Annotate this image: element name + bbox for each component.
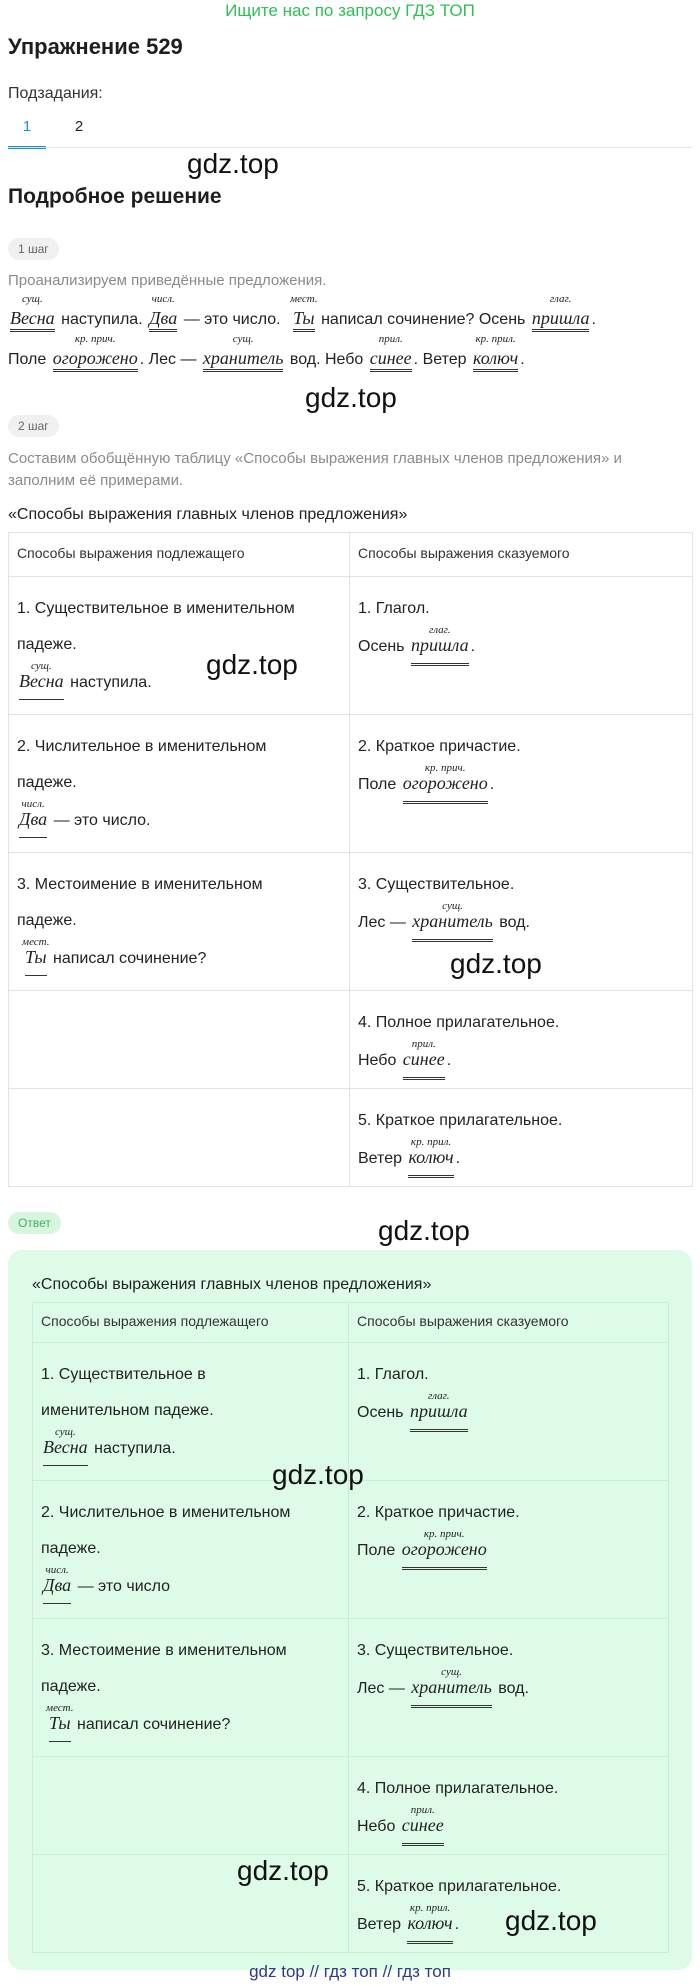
tab-subtask-2[interactable]: 2: [74, 118, 84, 135]
subject-cell: [9, 715, 350, 853]
table-row: [9, 991, 693, 1089]
col-header-predicate: Способы выражения сказуемого: [349, 1303, 669, 1343]
table-row: [33, 1619, 669, 1757]
text: Ветер: [357, 1916, 401, 1933]
text: — это число: [77, 1578, 171, 1595]
watermark: gdz.top: [305, 382, 397, 413]
text: наступила.: [61, 311, 143, 328]
text: написал сочинение?: [53, 950, 207, 967]
cell-text: 1. Глагол.: [358, 600, 430, 617]
text: . Ветер: [413, 351, 467, 368]
example-word: [43, 1426, 88, 1466]
label: кр. прил.: [410, 1136, 452, 1148]
word: огорожено: [401, 1539, 487, 1559]
text: наступила.: [94, 1440, 176, 1457]
subject-cell-empty: [33, 1757, 349, 1855]
word: хранитель: [412, 911, 493, 931]
word: Весна: [10, 308, 55, 328]
text: . Лес —: [139, 351, 197, 368]
tab-subtask-1[interactable]: 1: [8, 112, 46, 149]
label: прил.: [378, 333, 403, 345]
word-ty: [290, 293, 318, 332]
cell-text: 3. Местоимение в именительном: [17, 876, 263, 893]
example-word: [407, 1902, 453, 1944]
table-row: [33, 1855, 669, 1953]
word: Два: [19, 809, 48, 829]
page-title: Упражнение 529: [8, 34, 183, 59]
label: сущ.: [441, 1666, 462, 1678]
example: [358, 900, 684, 942]
cell-text: 5. Краткое прилагательное.: [358, 1112, 563, 1129]
example-word: [19, 798, 48, 838]
cell-text: 3. Существительное.: [358, 876, 515, 893]
text: написал сочинение? Осень: [321, 311, 526, 328]
watermark: gdz.top: [505, 1905, 597, 1936]
example: [17, 798, 341, 839]
word: синее: [369, 348, 412, 368]
predicate-cell: [350, 1089, 693, 1187]
text: Осень: [358, 638, 405, 655]
text: вод.: [499, 914, 530, 931]
text: — это число.: [183, 311, 281, 328]
label: глаг.: [549, 293, 572, 305]
example-word: [401, 1804, 444, 1846]
step-1-badge: 1 шаг: [8, 238, 59, 260]
table-row: [9, 577, 693, 715]
watermark: gdz.top: [272, 1459, 364, 1490]
tabs-divider: [8, 147, 692, 148]
word-khranitel: [202, 333, 284, 372]
example: [358, 1038, 684, 1080]
example: [357, 1804, 660, 1846]
example-word: [43, 1564, 72, 1604]
label: сущ.: [232, 333, 254, 345]
answer-table-title: «Способы выражения главных членов предложения»: [32, 1276, 432, 1293]
word: пришла: [531, 308, 590, 328]
word: Ты: [49, 1713, 71, 1733]
word: хранитель: [411, 1677, 492, 1697]
cell-text: 4. Полное прилагательное.: [357, 1780, 559, 1797]
example: [41, 1702, 340, 1743]
subject-cell-empty: [9, 1089, 350, 1187]
example: [357, 1666, 660, 1708]
table-row: [9, 853, 693, 991]
text: вод. Небо: [289, 351, 364, 368]
step-2-intro-line2: заполним её примерами.: [8, 472, 184, 489]
word: Весна: [43, 1437, 88, 1457]
cell-text: падеже.: [41, 1678, 101, 1695]
predicate-cell: [349, 1855, 669, 1953]
step-2-intro-line1: Составим обобщённую таблицу «Способы выражения главных членов предложения» и: [8, 450, 622, 467]
label: числ.: [151, 293, 175, 305]
word: Ты: [25, 947, 47, 967]
label: кр. прил.: [475, 333, 516, 345]
label: сущ.: [21, 293, 43, 305]
example: [358, 762, 684, 804]
word: пришла: [410, 635, 469, 655]
word: колюч: [408, 1147, 454, 1167]
subject-cell: [9, 577, 350, 715]
label: кр. прич.: [74, 333, 116, 345]
example-word: [410, 624, 469, 666]
text: .: [489, 776, 495, 793]
word-kolyuch: [473, 333, 519, 372]
word-vesna: [10, 293, 55, 332]
word: Весна: [19, 671, 64, 691]
label: числ.: [21, 798, 45, 810]
label: числ.: [45, 1564, 69, 1576]
col-header-predicate: Способы выражения сказуемого: [350, 533, 693, 577]
step-1-intro: Проанализируем приведённые предложения.: [8, 272, 327, 289]
label: кр. прич.: [424, 762, 466, 774]
word: огорожено: [52, 348, 138, 368]
word: огорожено: [402, 773, 488, 793]
text: — это число.: [53, 812, 151, 829]
cell-text: 4. Полное прилагательное.: [358, 1014, 560, 1031]
table-row: [9, 715, 693, 853]
example-word: [402, 762, 488, 804]
promo-text[interactable]: Ищите нас по запросу ГДЗ ТОП: [225, 1, 475, 20]
cell-text: 2. Краткое причастие.: [358, 738, 521, 755]
label: мест.: [22, 936, 50, 948]
text: .: [454, 1916, 460, 1933]
example-word: [19, 660, 64, 700]
word-prishla: [531, 293, 590, 332]
text: вод.: [498, 1680, 529, 1697]
example-word: [409, 1390, 468, 1432]
cell-text: 1. Глагол.: [357, 1366, 429, 1383]
cell-text: падеже.: [17, 774, 77, 791]
label: глаг.: [429, 624, 451, 636]
predicate-cell: [349, 1481, 669, 1619]
predicate-cell: [350, 577, 693, 715]
subject-cell: [33, 1619, 349, 1757]
text: .: [446, 1052, 452, 1069]
table-row: [33, 1757, 669, 1855]
text: Небо: [357, 1818, 396, 1835]
example-word: [22, 936, 50, 976]
cell-text: 1. Существительное в именительном: [17, 600, 295, 617]
cell-text: 2. Числительное в именительном: [41, 1504, 291, 1521]
word-dva: [149, 293, 178, 332]
table-row: [33, 1481, 669, 1619]
example-word: [402, 1038, 445, 1080]
section-title: Подробное решение: [8, 185, 222, 208]
text: Осень: [357, 1404, 404, 1421]
text: Лес —: [358, 914, 406, 931]
col-header-subject: Способы выражения подлежащего: [9, 533, 350, 577]
step-2-badge: 2 шаг: [8, 415, 59, 437]
subject-cell-empty: [9, 991, 350, 1089]
answer-badge: Ответ: [8, 1212, 61, 1234]
watermark: gdz.top: [378, 1215, 470, 1246]
text: Лес —: [357, 1680, 405, 1697]
cell-text: падеже.: [17, 636, 77, 653]
watermark: gdz.top: [450, 948, 542, 979]
col-header-subject: Способы выражения подлежащего: [33, 1303, 349, 1343]
word: Ты: [293, 308, 315, 328]
cell-text: именительном падеже.: [41, 1402, 214, 1419]
label: мест.: [290, 293, 318, 305]
label: сущ.: [54, 1426, 76, 1438]
text: .: [520, 351, 525, 368]
answer-table: [32, 1302, 669, 1953]
cell-text: падеже.: [17, 912, 77, 929]
label: кр. прил.: [409, 1902, 451, 1914]
watermark: gdz.top: [237, 1855, 329, 1886]
example-word: [412, 900, 493, 942]
cell-text: 2. Числительное в именительном: [17, 738, 267, 755]
label: кр. прич.: [423, 1528, 465, 1540]
cell-text: 2. Краткое причастие.: [357, 1504, 520, 1521]
watermark: gdz.top: [206, 649, 298, 680]
cell-text: 5. Краткое прилагательное.: [357, 1878, 562, 1895]
example: [17, 936, 341, 977]
label: сущ.: [442, 900, 463, 912]
word: колюч: [407, 1913, 453, 1933]
label: глаг.: [428, 1390, 450, 1402]
word: Два: [43, 1575, 72, 1595]
word: колюч: [473, 348, 519, 368]
text: Поле: [357, 1542, 396, 1559]
word: синее: [402, 1049, 445, 1069]
label: прил.: [410, 1804, 435, 1816]
subtasks-label: Подзадания:: [8, 85, 103, 102]
predicate-cell: [349, 1757, 669, 1855]
cell-text: 3. Существительное.: [357, 1642, 514, 1659]
text: .: [591, 311, 596, 328]
text: Ветер: [358, 1150, 402, 1167]
text: .: [470, 638, 476, 655]
word: синее: [401, 1815, 444, 1835]
example: [357, 1390, 660, 1432]
word-ogorozheno: [52, 333, 138, 372]
example: [41, 1564, 340, 1605]
table-title: «Способы выражения главных членов предложения»: [8, 506, 408, 523]
word: пришла: [409, 1401, 468, 1421]
word: Два: [149, 308, 178, 328]
predicate-cell: [349, 1619, 669, 1757]
label: мест.: [46, 1702, 74, 1714]
expression-table: [8, 532, 693, 1187]
label: прил.: [411, 1038, 436, 1050]
label: сущ.: [30, 660, 52, 672]
table-row: [9, 1089, 693, 1187]
example: [357, 1528, 660, 1570]
footer-links[interactable]: gdz top // гдз топ // гдз топ: [249, 1962, 451, 1981]
answer-box: [8, 1250, 692, 1970]
text: .: [455, 1150, 461, 1167]
word-sinee: [369, 333, 412, 372]
word: хранитель: [202, 348, 284, 368]
example-word: [411, 1666, 492, 1708]
cell-text: 1. Существительное в: [41, 1366, 206, 1383]
text: наступила.: [70, 674, 152, 691]
example-word: [408, 1136, 454, 1178]
example: [358, 624, 684, 666]
subject-cell: [33, 1481, 349, 1619]
text: написал сочинение?: [77, 1716, 231, 1733]
text: Небо: [358, 1052, 397, 1069]
example-word: [46, 1702, 74, 1742]
example: [358, 1136, 684, 1178]
predicate-cell: [350, 991, 693, 1089]
subject-cell: [9, 853, 350, 991]
analysis-line-2: [8, 333, 525, 372]
cell-text: падеже.: [41, 1540, 101, 1557]
predicate-cell: [350, 715, 693, 853]
text: Поле: [358, 776, 397, 793]
text: Поле: [8, 351, 47, 368]
predicate-cell: [349, 1343, 669, 1481]
analysis-line-1: [8, 293, 596, 332]
cell-text: 3. Местоимение в именительном: [41, 1642, 287, 1659]
watermark: gdz.top: [187, 148, 279, 179]
example-word: [401, 1528, 487, 1570]
